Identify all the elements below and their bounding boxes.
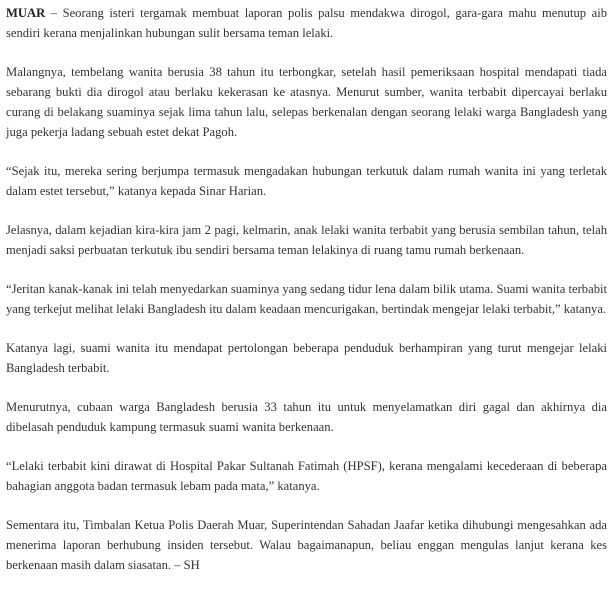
article-paragraph-7: “Lelaki terbabit kini dirawat di Hospital Pakar Sultanah Fatimah (HPSF), kerana mengalami kecederaan di beberapa bahagian anggota badan termasuk lebam pada mata,” katanya. xyxy=(6,459,607,493)
dateline: MUAR xyxy=(6,6,46,20)
article-paragraph-8: Sementara itu, Timbalan Ketua Polis Daerah Muar, Superintendan Sahadan Jaafar ketika dihubungi mengesahkan ada menerima laporan berhubung insiden tersebut. Walau bagaimanapun, beliau enggan mengulas lanjut kerana kes berkenaan masih dalam siasatan. – SH xyxy=(6,518,607,572)
lead-paragraph xyxy=(6,3,607,43)
article-paragraph-6: Menurutnya, cubaan warga Bangladesh berusia 33 tahun itu untuk menyelamatkan diri gagal dan akhirnya dia dibelasah penduduk kampung termasuk suami wanita berkenaan. xyxy=(6,400,607,434)
article-paragraph-4: “Jeritan kanak-kanak ini telah menyedarkan suaminya yang sedang tidur lena dalam bilik utama. Suami wanita terbabit yang terkejut melihat lelaki Bangladesh itu dalam keadaan mencurigakan, bertindak mengejar lelaki terbabit,” katanya. xyxy=(6,282,607,316)
lead-text: – Seorang isteri tergamak membuat laporan polis palsu mendakwa dirogol, gara-gara mahu menutup aib sendiri kerana menjalinkan hubungan sulit bersama teman lelaki. xyxy=(6,6,607,40)
article-paragraph-1: Malangnya, tembelang wanita berusia 38 tahun itu terbongkar, setelah hasil pemeriksaan hospital mendapati tiada sebarang bukti dia dirogol atau berlaku kekerasan ke atasnya. Menurut sumber, wanita terbabit dipercayai berlaku curang di belakang suaminya sejak lima tahun lalu, selepas berkenalan dengan seorang lelaki warga Bangladesh yang juga pekerja ladang sebuah estet dekat Pagoh. xyxy=(6,65,607,139)
article-paragraph-2: “Sejak itu, mereka sering berjumpa termasuk mengadakan hubungan terkutuk dalam rumah wanita ini yang terletak dalam estet tersebut,” katanya kepada Sinar Harian. xyxy=(6,164,607,198)
article-paragraph-5: Katanya lagi, suami wanita itu mendapat pertolongan beberapa penduduk berhampiran yang turut mengejar lelaki Bangladesh terbabit. xyxy=(6,341,607,375)
article-paragraph-3: Jelasnya, dalam kejadian kira-kira jam 2 pagi, kelmarin, anak lelaki wanita terbabit yang berusia sembilan tahun, telah menjadi saksi perbuatan terkutuk ibu sendiri bersama teman lelakinya di ruang tamu rumah berkenaan. xyxy=(6,223,607,257)
